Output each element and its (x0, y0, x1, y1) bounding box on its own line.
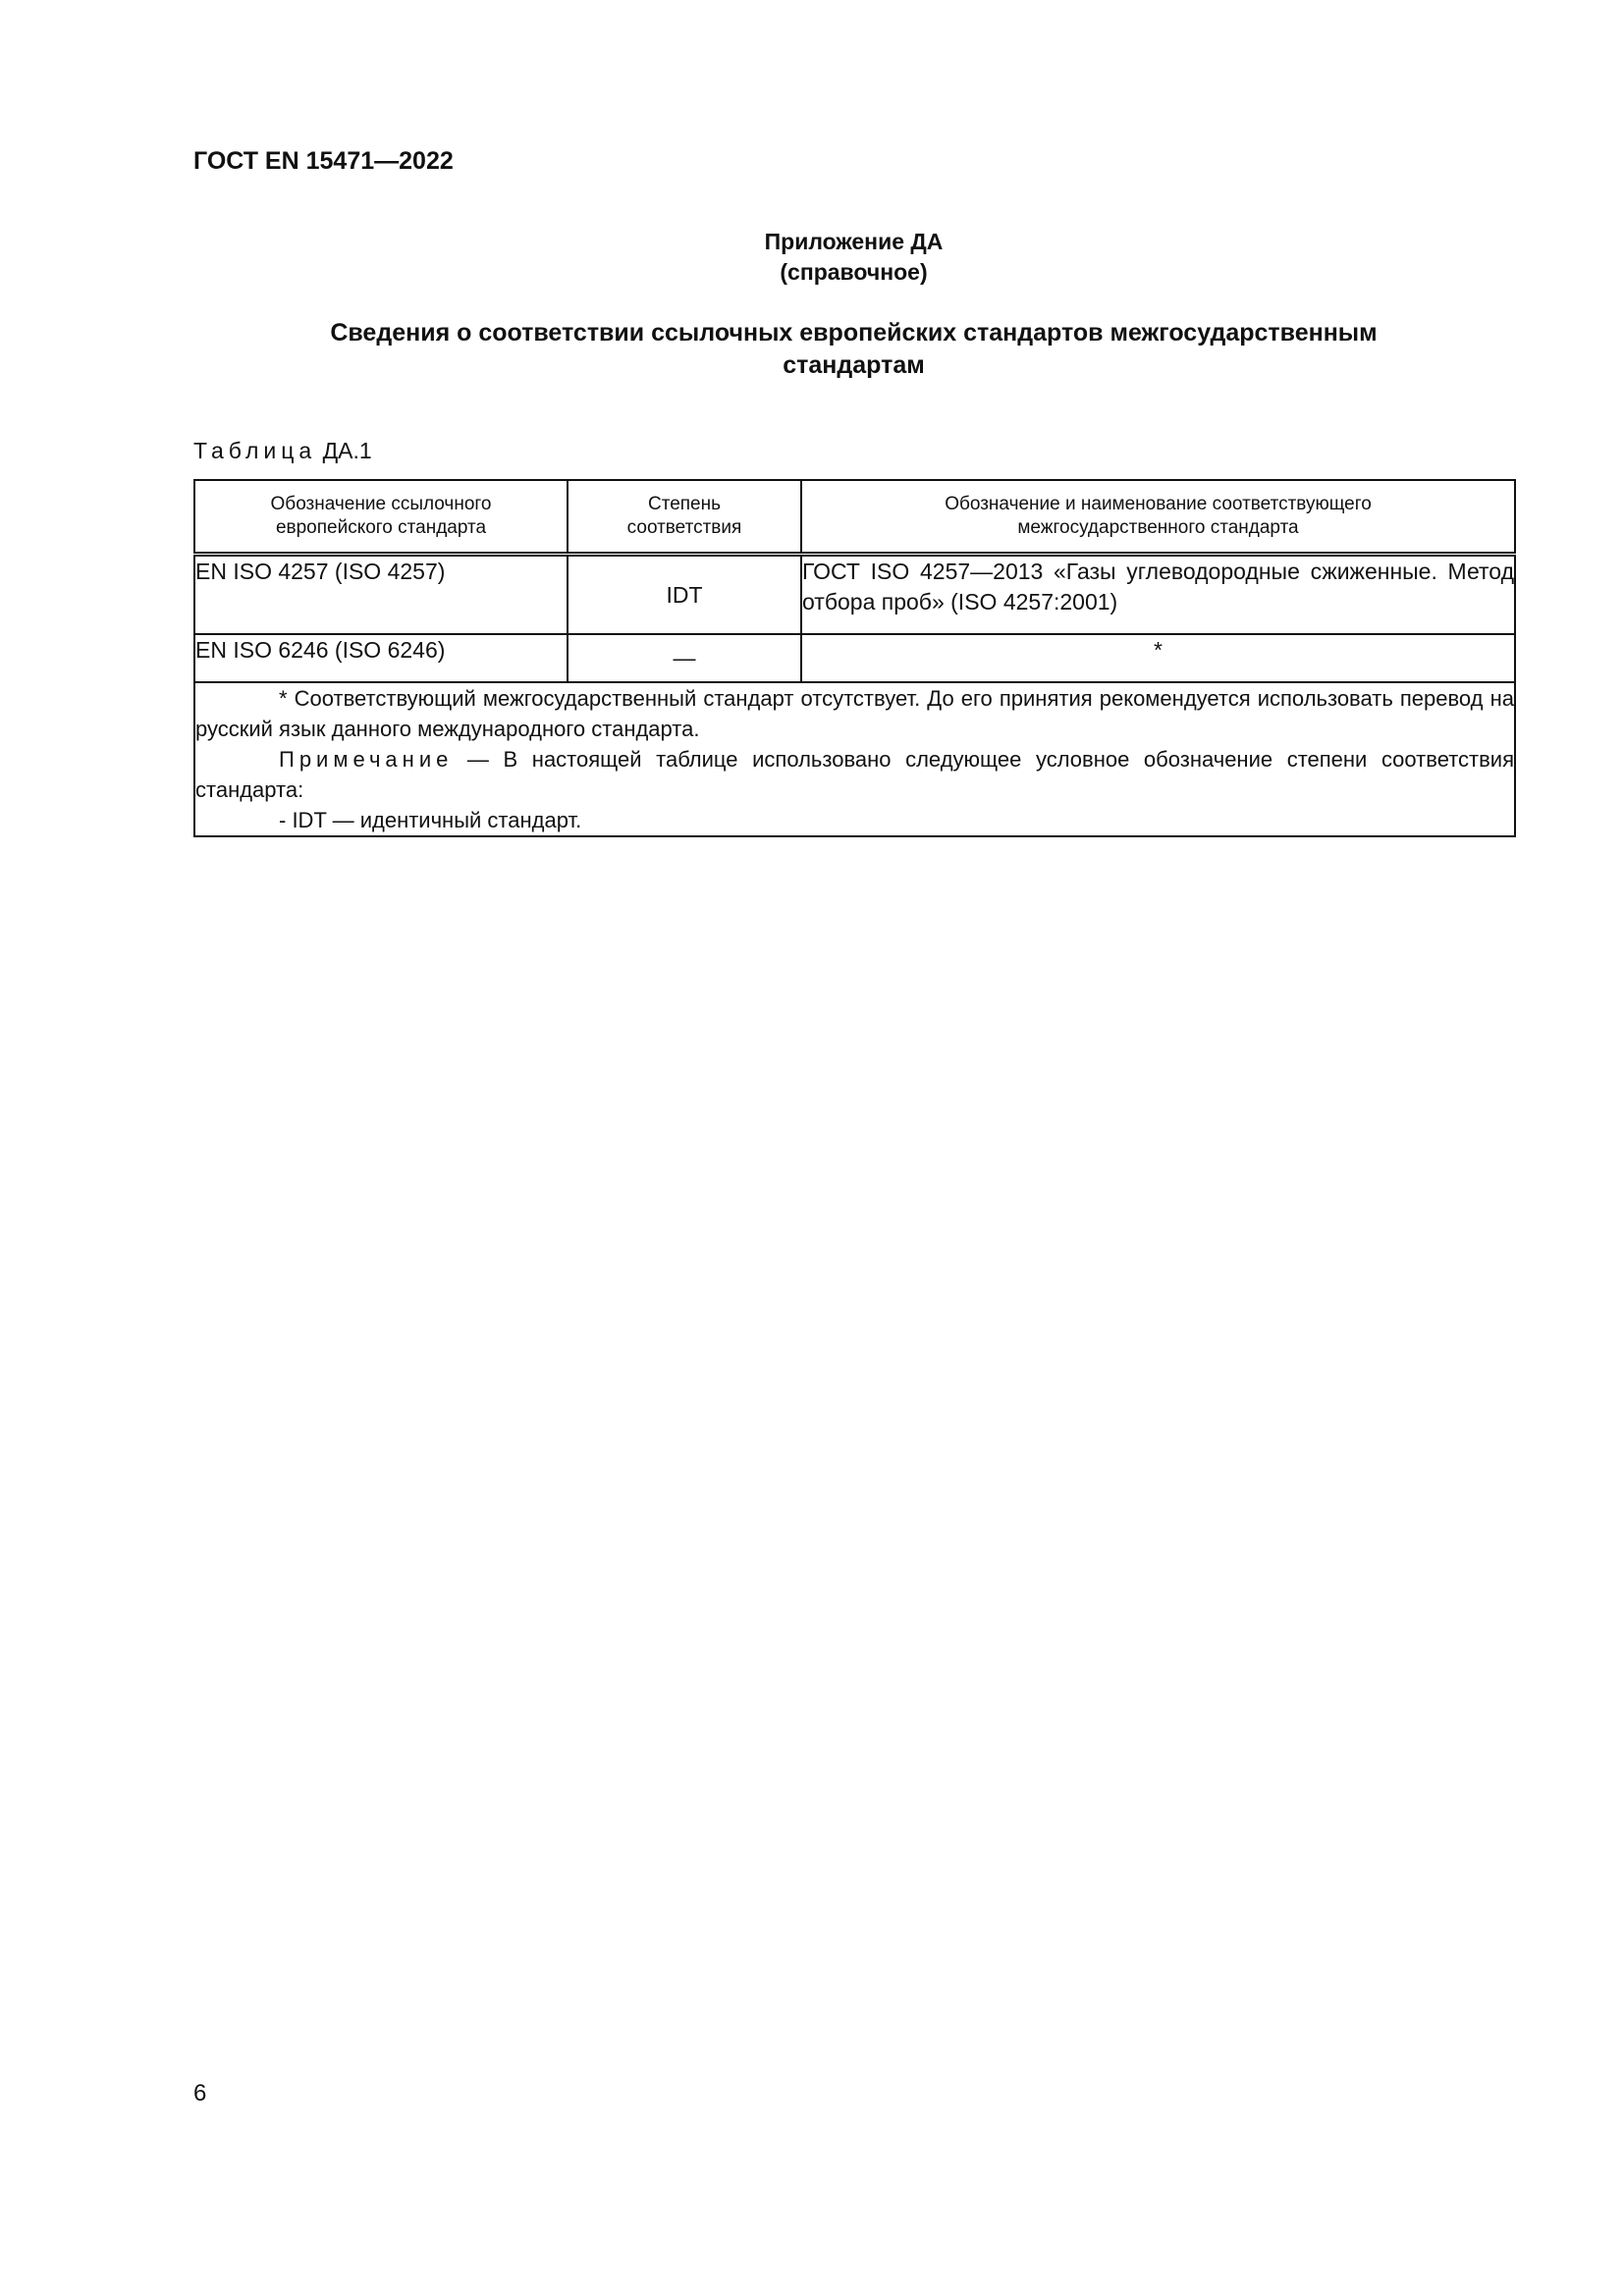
table-footnote (194, 682, 1515, 836)
cell-degree: — (568, 634, 801, 682)
document-code: ГОСТ EN 15471—2022 (193, 147, 454, 175)
table-row (194, 555, 1515, 635)
table-caption-word: Таблица (193, 438, 317, 463)
note-label: Примечание (279, 747, 454, 772)
cell-interstate-standard: * (801, 634, 1515, 682)
cell-degree: IDT (568, 555, 801, 635)
table-header-row (194, 480, 1515, 555)
cell-european-standard: EN ISO 4257 (ISO 4257) (194, 555, 568, 635)
header-european-standard: Обозначение ссылочного европейского стандарта (194, 480, 568, 555)
table-caption-number: ДА.1 (322, 438, 372, 463)
header-interstate-standard: Обозначение и наименование соответствующего межгосударственного стандарта (801, 480, 1515, 555)
section-title (193, 317, 1514, 382)
annex-title: Приложение ДА (764, 229, 944, 254)
table-footnote-row (194, 682, 1515, 836)
footnote-note (195, 744, 1514, 805)
section-title-line1: Сведения о соответствии ссылочных европейских стандартов межгосударственным (330, 319, 1378, 347)
table-caption (193, 438, 372, 464)
note-item: - IDT — идентичный стандарт. (279, 808, 582, 832)
note-text: — В настоящей таблице использовано следующее условное обозначение степени соответствия стандарта: (195, 747, 1514, 802)
footnote-asterisk: * Соответствующий межгосударственный стандарт отсутствует. До его принятия рекомендуется использовать перевод на русский язык данного международного стандарта. (195, 686, 1514, 741)
section-title-line2: стандартам (783, 351, 925, 379)
page-number: 6 (193, 2080, 207, 2107)
annex-status: (справочное) (780, 259, 928, 285)
cell-european-standard: EN ISO 6246 (ISO 6246) (194, 634, 568, 682)
header-degree: Степень соответствия (568, 480, 801, 555)
table-row (194, 634, 1515, 682)
conformity-table (193, 479, 1516, 837)
cell-interstate-standard: ГОСТ ISO 4257—2013 «Газы углеводородные сжиженные. Метод отбора проб» (ISO 4257:2001) (801, 555, 1515, 635)
